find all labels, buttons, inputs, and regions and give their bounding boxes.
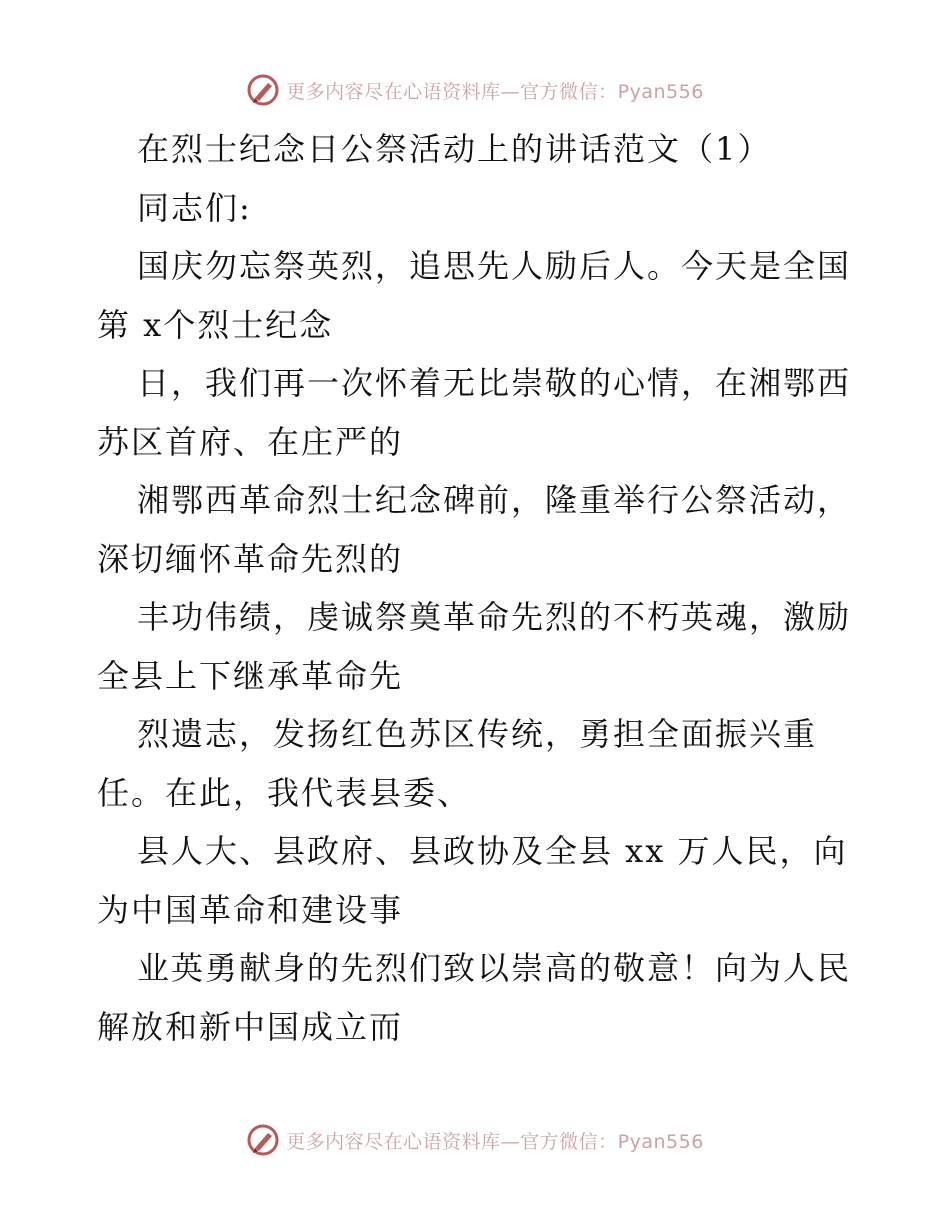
text-line: 在烈士纪念日公祭活动上的讲话范文（1） [137,130,772,168]
text-line: 业英勇献身的先烈们致以崇高的敬意！向为人民 [137,949,852,987]
pen-circle-icon [246,73,280,107]
text-line: 县人大、县政府、县政协及全县 xx 万人民，向 [137,832,848,870]
text-line: 全县上下继承革命先 [97,656,404,695]
text-line: 任。在此，我代表县委、 [97,773,472,812]
text-line: 烈遗志，发扬红色苏区传统，勇担全面振兴重 [137,715,818,753]
text-line: 同志们: [137,188,252,227]
text-line: 第 x个烈士纪念 [97,305,334,344]
text-line: 解放和新中国成立而 [97,1007,404,1046]
text-line: 苏区首府、在庄严的 [97,422,404,461]
document-body [97,120,857,1056]
header-watermark [0,70,950,110]
text-line: 湘鄂西革命烈士纪念碑前，隆重举行公祭活动， [137,481,852,519]
text-line: 深切缅怀革命先烈的 [97,539,404,578]
text-line: 丰功伟绩，虔诚祭奠革命先烈的不朽英魂，激励 [137,598,852,636]
text-line: 为中国革命和建设事 [97,890,404,929]
text-line: 日，我们再一次怀着无比崇敬的心情，在湘鄂西 [137,364,852,402]
watermark-text: 更多内容尽在心语资料库—官方微信：Pyan556 [286,80,704,103]
watermark-text: 更多内容尽在心语资料库—官方微信：Pyan556 [286,1130,704,1153]
pen-circle-icon [246,1123,280,1157]
footer-watermark [0,1120,950,1160]
text-line: 国庆勿忘祭英烈，追思先人励后人。今天是全国 [137,247,852,285]
